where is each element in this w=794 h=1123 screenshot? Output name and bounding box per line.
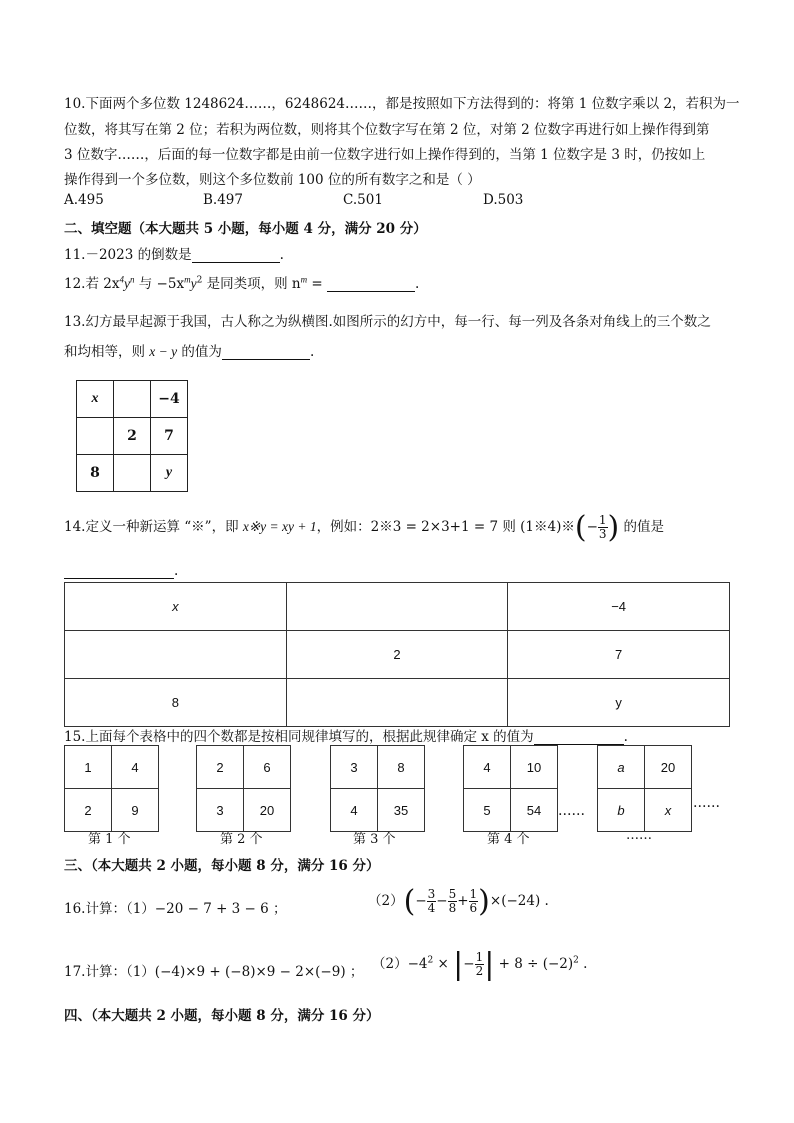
grid-cell: 2	[65, 789, 112, 832]
q14-end: .	[174, 563, 179, 579]
q10-line-3: 3 位数字……，后面的每一位数字都是由前一位数字进行如上操作得到的，当第 1 位数字是 3 时，仍按如上	[64, 147, 706, 163]
q16-frac-1-num: 3	[427, 887, 436, 901]
q12-sup-m2: m	[300, 274, 308, 285]
q10-line-2: 位数，将其写在第 2 位；若积为两位数，则将其个位数字写在第 2 位，对第 2 位数字再进行如上操作得到第	[64, 122, 710, 138]
q15-answer-blank[interactable]	[534, 730, 624, 745]
q12-equals: =	[307, 276, 327, 292]
grid-cell: 54	[511, 789, 558, 832]
magic-square	[76, 380, 188, 492]
q15-text: 15.上面每个表格中的四个数都是按相同规律填写的，根据此规律确定 x 的值为	[64, 729, 534, 745]
q16-label-2: （2）	[368, 893, 404, 909]
q14-right-paren: )	[607, 510, 620, 545]
q14-fraction	[598, 514, 608, 541]
big-table	[64, 582, 730, 727]
magic-cell	[77, 418, 114, 455]
q16-frac-2	[448, 888, 458, 915]
section-2-heading: 二、填空题（本大题共 5 小题，每小题 4 分，满分 20 分）	[64, 221, 427, 237]
table-cell	[286, 583, 508, 631]
grid-cell: 3	[197, 789, 244, 832]
magic-cell	[114, 455, 151, 492]
q10-option-c: C.501	[343, 192, 383, 208]
q10-option-d: D.503	[483, 192, 524, 208]
grid-cell: 4	[331, 789, 378, 832]
table-cell: 8	[65, 679, 287, 727]
q12	[64, 272, 419, 292]
q10-option-a: A.495	[64, 192, 104, 208]
q14-answer-blank[interactable]	[64, 564, 174, 579]
q12-y1: y	[123, 276, 130, 291]
table-cell: y	[508, 679, 730, 727]
q17-part-1: 17.计算：（1）(−4)×9 + (−8)×9 − 2×(−9) ；	[64, 964, 364, 980]
section-4-heading: 四、（本大题共 2 小题，每小题 8 分，满分 16 分）	[64, 1008, 380, 1024]
magic-cell	[114, 381, 151, 418]
pattern-grid-2	[196, 745, 291, 832]
q17-abs-left: |	[453, 947, 464, 982]
q14-minus: −	[586, 519, 598, 535]
q12-end: .	[415, 276, 420, 292]
q16-sign-2: −	[436, 893, 448, 909]
grid-cell: 5	[464, 789, 511, 832]
q12-part-a: 12.若 2x	[64, 276, 120, 292]
q16-part-2	[368, 884, 549, 919]
q12-part-e: 是同类项，则 n	[202, 276, 301, 292]
q17-label-2: （2）−4	[372, 956, 428, 972]
grid-cell: 20	[244, 789, 291, 832]
q17-sup-2: 2	[427, 955, 434, 966]
q16-sign-3: +	[457, 893, 469, 909]
q17-abs-fraction	[475, 951, 485, 978]
q12-sup-4: 4	[119, 274, 124, 285]
grid-label-4: 第 4 个	[487, 832, 530, 847]
q10-line-4: 操作得到一个多位数，则这个多位数前 100 位的所有数字之和是（ ）	[64, 172, 481, 188]
grid-cell: 1	[65, 746, 112, 789]
q12-sup-n: n	[129, 274, 135, 285]
q10-line-1: 10.下面两个多位数 1248624……，6248624……，都是按照如下方法得到的：将第 1 位数字乘以 2，若积为一	[64, 96, 740, 112]
grid-cell: x	[645, 789, 692, 832]
grid-cell: 8	[378, 746, 425, 789]
q14-text-b: ，例如：	[316, 519, 371, 535]
q13-line-2	[64, 340, 314, 360]
table-cell	[65, 631, 287, 679]
grid-cell: 4	[112, 746, 159, 789]
ellipsis-2: ……	[693, 795, 720, 811]
q16-frac-3	[469, 888, 479, 915]
grid-cell: 2	[197, 746, 244, 789]
q17-times: ×	[433, 956, 454, 972]
grid-cell: 6	[244, 746, 291, 789]
section-3-heading: 三、（本大题共 2 小题，每小题 8 分，满分 16 分）	[64, 858, 380, 874]
grid-label-5: ……	[626, 828, 652, 843]
q13-text-a: 和均相等，则	[64, 344, 150, 360]
table-cell: −4	[508, 583, 730, 631]
q14-frac-num: 1	[598, 513, 607, 527]
grid-cell: b	[598, 789, 645, 832]
q17-part-2	[372, 947, 587, 982]
q17-end: .	[578, 956, 588, 972]
q14-definition: x※y = xy + 1	[242, 519, 317, 534]
pattern-grid-5	[597, 745, 692, 832]
q11-text: 11.－2023 的倒数是	[64, 247, 192, 263]
grid-cell: 9	[112, 789, 159, 832]
q16-frac-3-den: 6	[469, 901, 478, 915]
q14-example: 2※3 = 2×3+1 = 7	[370, 519, 499, 535]
q10-option-b: B.497	[203, 192, 243, 208]
grid-label-2: 第 2 个	[220, 832, 263, 847]
q16-frac-1-den: 4	[427, 901, 436, 915]
q13-end: .	[309, 344, 315, 360]
q16-frac-1	[427, 888, 437, 915]
q16-right-paren: )	[478, 884, 490, 919]
q16-part-1: 16.计算：（1）−20 − 7 + 3 − 6 ；	[64, 901, 287, 917]
q17-abs-num: 1	[475, 950, 484, 964]
q12-sup-m: m	[184, 274, 191, 285]
q12-y2: y	[190, 276, 197, 291]
q16-sign-1: −	[415, 893, 427, 909]
table-cell: 7	[508, 631, 730, 679]
q14-text-d: 的值是	[619, 519, 665, 535]
q12-sup-2: 2	[196, 275, 203, 286]
grid-label-1: 第 1 个	[88, 832, 131, 847]
ellipsis-1: ……	[558, 803, 585, 819]
magic-cell: x	[77, 381, 114, 418]
q17-abs-right: |	[484, 947, 495, 982]
q12-answer-blank[interactable]	[327, 277, 415, 292]
table-cell	[286, 679, 508, 727]
q17-abs-den: 2	[475, 964, 484, 978]
grid-cell: a	[598, 746, 645, 789]
q16-frac-3-num: 1	[469, 887, 478, 901]
q11-answer-blank[interactable]	[192, 248, 280, 263]
q11-end: .	[279, 247, 284, 263]
q16-tail: ×(−24) .	[489, 893, 549, 909]
q14-expr: (1※4)※	[520, 519, 575, 535]
q14	[64, 510, 664, 545]
q13-text-b: 的值为	[177, 344, 222, 360]
grid-label-3: 第 3 个	[353, 832, 396, 847]
magic-cell: −4	[151, 381, 188, 418]
grid-cell: 35	[378, 789, 425, 832]
q15	[64, 725, 628, 745]
q13-answer-blank[interactable]	[222, 345, 310, 360]
magic-cell: y	[151, 455, 188, 492]
q17-abs-sign: −	[463, 956, 475, 972]
q11	[64, 243, 284, 263]
q16-left-paren: (	[403, 884, 416, 919]
pattern-grid-4	[463, 745, 558, 832]
q16-frac-2-den: 8	[448, 901, 457, 915]
q12-part-c: 与 −5x	[134, 276, 185, 292]
grid-cell: 20	[645, 746, 692, 789]
grid-cell: 4	[464, 746, 511, 789]
q13-line-1: 13.幻方最早起源于我国，古人称之为纵横图.如图所示的幻方中，每一行、每一列及各条对角线上的三个数之	[64, 314, 711, 330]
q14-answer-line	[64, 563, 178, 579]
magic-cell: 7	[151, 418, 188, 455]
pattern-grid-1	[64, 745, 159, 832]
table-cell: x	[65, 583, 287, 631]
q14-left-paren: (	[574, 510, 587, 545]
q13-expr: x − y	[149, 344, 178, 359]
pattern-grid-3	[330, 745, 425, 832]
magic-cell: 8	[77, 455, 114, 492]
table-cell: 2	[286, 631, 508, 679]
grid-cell: 3	[331, 746, 378, 789]
q17-sup-2b: 2	[573, 955, 579, 966]
q15-end: .	[623, 729, 628, 745]
q14-text-a: 14.定义一种新运算 “※”，即	[64, 519, 243, 535]
q16-frac-2-num: 5	[448, 887, 457, 901]
magic-cell: 2	[114, 418, 151, 455]
q14-text-c: 则	[498, 519, 521, 535]
q14-frac-den: 3	[598, 527, 607, 541]
grid-cell: 10	[511, 746, 558, 789]
q17-tail: + 8 ÷ (−2)	[494, 956, 574, 972]
